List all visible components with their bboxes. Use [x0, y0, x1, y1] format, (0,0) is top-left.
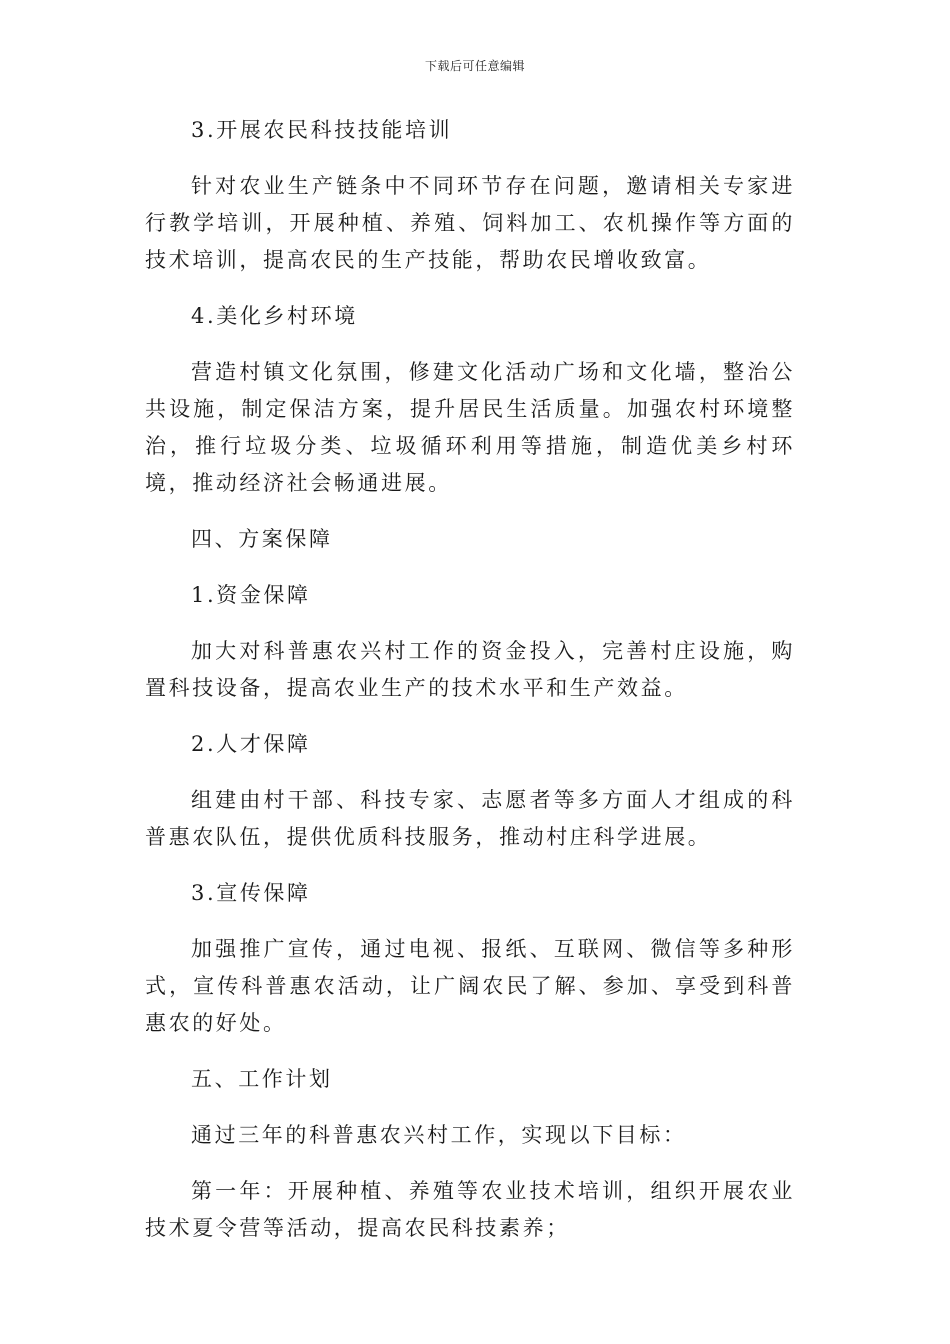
paragraph-training: 针对农业生产链条中不同环节存在问题，邀请相关专家进行教学培训，开展种植、养殖、饲料加工、农机操作等方面的技术培训，提高农民的生产技能，帮助农民增收致富。 [145, 174, 795, 272]
section-heading-work-plan: 五、工作计划 [191, 1067, 333, 1091]
paragraph-talent: 组建由村干部、科技专家、志愿者等多方面人才组成的科普惠农队伍，提供优质科技服务，推动村庄科学进展。 [145, 788, 795, 849]
subheading-publicity: 3.宣传保障 [191, 881, 311, 905]
paragraph-work-plan-intro: 通过三年的科普惠农兴村工作，实现以下目标： [191, 1123, 687, 1147]
paragraph-funding: 加大对科普惠农兴村工作的资金投入，完善村庄设施，购置科技设备，提高农业生产的技术水平和生产效益。 [145, 639, 795, 700]
section-heading-guarantee: 四、方案保障 [191, 527, 333, 551]
paragraph-publicity: 加强推广宣传，通过电视、报纸、互联网、微信等多种形式，宣传科普惠农活动，让广阔农民了解、参加、享受到科普惠农的好处。 [145, 937, 795, 1035]
subheading-talent: 2.人才保障 [191, 732, 311, 756]
section-heading-environment: 4.美化乡村环境 [191, 304, 358, 328]
header-note: 下载后可任意编辑 [424, 59, 525, 73]
section-heading-training: 3.开展农民科技技能培训 [191, 118, 453, 142]
document-body [145, 112, 795, 1266]
paragraph-year-one: 第一年：开展种植、养殖等农业技术培训，组织开展农业技术夏令营等活动，提高农民科技素养； [145, 1179, 795, 1240]
paragraph-environment: 营造村镇文化氛围，修建文化活动广场和文化墙，整治公共设施，制定保洁方案，提升居民生活质量。加强农村环境整治，推行垃圾分类、垃圾循环利用等措施，制造优美乡村环境，推动经济社会畅通进展。 [145, 360, 795, 495]
subheading-funding: 1.资金保障 [191, 583, 311, 607]
